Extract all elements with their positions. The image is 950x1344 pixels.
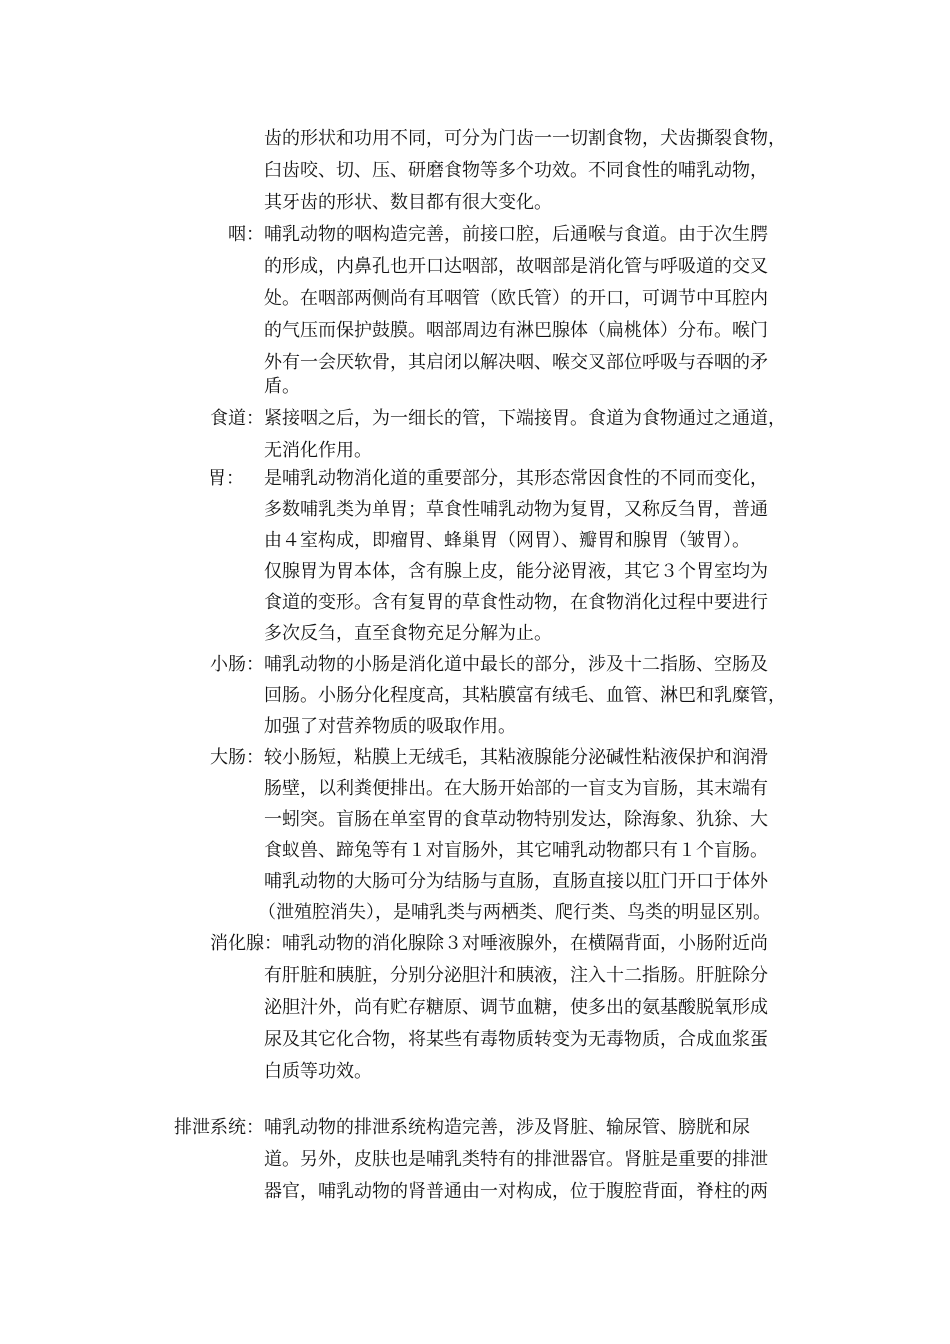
paragraph-text: 多数哺乳类为单胃；草食性哺乳动物为复胃，又称反刍胃，普通 (264, 499, 768, 520)
term-label-small-intestine: 小肠： (210, 654, 264, 675)
term-label-pharynx: 咽： (228, 224, 264, 245)
paragraph-text: 齿的形状和功用不同，可分为门齿一一切割食物，犬齿撕裂食物， (264, 128, 786, 149)
paragraph-text: 道。另外，皮肤也是哺乳类特有的排泄器官。肾脏是重要的排泄 (264, 1149, 768, 1170)
paragraph-text: 处。在咽部两侧尚有耳咽管（欧氏管）的开口，可调节中耳腔内 (264, 288, 768, 309)
paragraph-text: 加强了对营养物质的吸取作用。 (264, 716, 516, 737)
paragraph-text: 哺乳动物的咽构造完善，前接口腔，后通喉与食道。由于次生腭 (264, 224, 768, 245)
paragraph-text: 肠壁，以利粪便排出。在大肠开始部的一盲支为盲肠，其末端有 (264, 778, 768, 799)
paragraph-text: 白质等功效。 (264, 1061, 372, 1082)
paragraph-text: 食蚁兽、蹄兔等有１对盲肠外，其它哺乳动物都只有１个盲肠。 (264, 840, 768, 861)
paragraph-text: （泄殖腔消失），是哺乳类与两栖类、爬行类、鸟类的明显区别。 (258, 902, 771, 923)
paragraph-text: 哺乳动物的排泄系统构造完善，涉及肾脏、输尿管、膀胱和尿 (264, 1117, 750, 1138)
paragraph-text: 器官，哺乳动物的肾普通由一对构成，位于腹腔背面，脊柱的两 (264, 1181, 768, 1202)
paragraph-text: 无消化作用。 (264, 440, 372, 461)
paragraph-text: 尿及其它化合物，将某些有毒物质转变为无毒物质，合成血浆蛋 (264, 1029, 768, 1050)
paragraph-text: 由４室构成，即瘤胃、蜂巢胃（网胃）、瓣胃和腺胃（皱胃）。 (264, 530, 750, 551)
term-label-digestive-glands: 消化腺： (210, 933, 282, 954)
paragraph-text: 有肝脏和胰脏，分别分泌胆汁和胰液，注入十二指肠。肝脏除分 (264, 965, 768, 986)
term-label-esophagus: 食道： (210, 408, 264, 429)
paragraph-text: 较小肠短，粘膜上无绒毛，其粘液腺能分泌碱性粘液保护和润滑 (264, 747, 768, 768)
paragraph-text: 的形成，内鼻孔也开口达咽部，故咽部是消化管与呼吸道的交叉 (264, 256, 768, 277)
paragraph-text: 是哺乳动物消化道的重要部分，其形态常因食性的不同而变化， (264, 468, 768, 489)
paragraph-text: 哺乳动物的消化腺除３对唾液腺外，在横隔背面，小肠附近尚 (282, 933, 768, 954)
paragraph-text: 紧接咽之后，为一细长的管，下端接胃。食道为食物通过之通道， (264, 408, 786, 429)
paragraph-text: 臼齿咬、切、压、研磨食物等多个功效。不同食性的哺乳动物， (264, 160, 768, 181)
term-label-excretory-system: 排泄系统： (174, 1117, 264, 1138)
term-label-stomach: 胃： (208, 468, 244, 489)
paragraph-text: 其牙齿的形状、数目都有很大变化。 (264, 192, 552, 213)
paragraph-text: 回肠。小肠分化程度高，其粘膜富有绒毛、血管、淋巴和乳糜管， (264, 685, 786, 706)
paragraph-text: 外有一会厌软骨，其启闭以解决咽、喉交叉部位呼吸与吞咽的矛 (264, 352, 768, 373)
paragraph-text: 多次反刍，直至食物充足分解为止。 (264, 623, 552, 644)
paragraph-text: 哺乳动物的大肠可分为结肠与直肠，直肠直接以肛门开口于体外 (264, 871, 768, 892)
paragraph-text: 泌胆汁外，尚有贮存糖原、调节血糖，使多出的氨基酸脱氧形成 (264, 997, 768, 1018)
paragraph-text: 盾。 (264, 376, 300, 397)
term-label-large-intestine: 大肠： (210, 747, 264, 768)
paragraph-text: 一蚓突。盲肠在单室胃的食草动物特别发达，除海象、犰狳、大 (264, 809, 768, 830)
paragraph-text: 仅腺胃为胃本体，含有腺上皮，能分泌胃液，其它３个胃室均为 (264, 561, 768, 582)
paragraph-text: 食道的变形。含有复胃的草食性动物，在食物消化过程中要进行 (264, 592, 768, 613)
paragraph-text: 哺乳动物的小肠是消化道中最长的部分，涉及十二指肠、空肠及 (264, 654, 768, 675)
paragraph-text: 的气压而保护鼓膜。咽部周边有淋巴腺体（扁桃体）分布。喉门 (264, 320, 768, 341)
